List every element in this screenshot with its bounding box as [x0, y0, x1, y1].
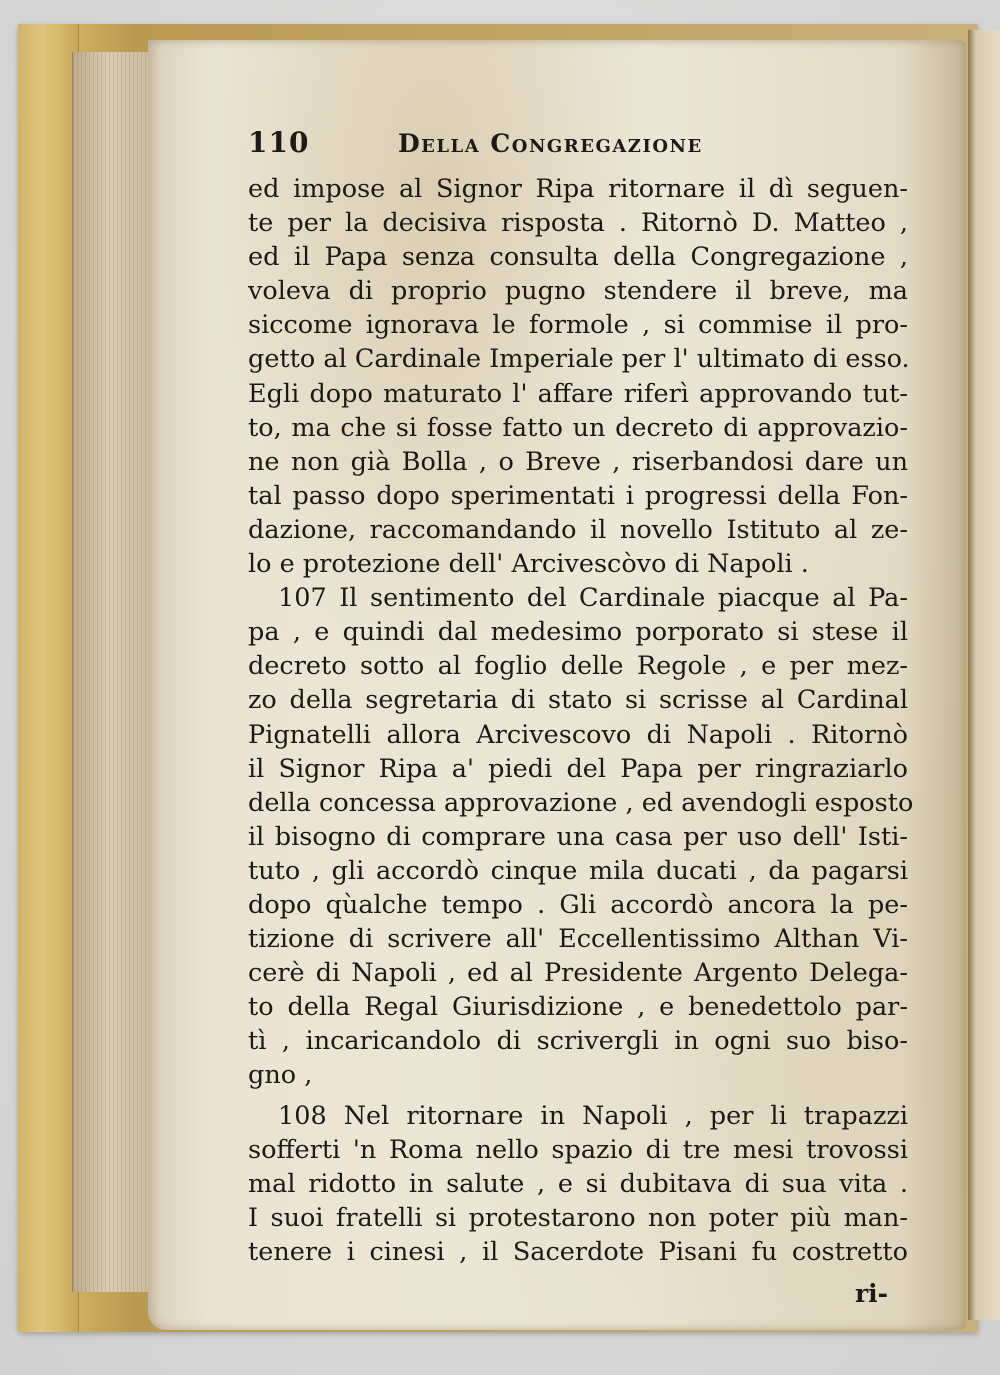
text-line: il bisogno di comprare una casa per uso dell' Isti- — [248, 821, 908, 852]
text-line: I suoi fratelli si protestarono non poter più man- — [248, 1202, 908, 1233]
text-line: ne non già Bolla , o Breve , riserbandosi dare un — [248, 446, 908, 477]
book-page — [148, 40, 966, 1330]
text-line: dazione, raccomandando il novello Istituto al ze- — [248, 514, 908, 545]
text-line: tenere i cinesi , il Sacerdote Pisani fu costretto — [248, 1236, 908, 1267]
text-line: mal ridotto in salute , e si dubitava di sua vita . — [248, 1168, 908, 1199]
facing-page-edge — [968, 30, 1000, 1320]
text-line: siccome ignorava le formole , si commise il pro- — [248, 310, 908, 341]
text-line: voleva di proprio pugno stendere il breve, ma — [248, 276, 908, 307]
text-line: getto al Cardinale Imperiale per l' ultimato di esso. — [248, 344, 910, 375]
page-text-block — [248, 126, 914, 1311]
text-line: il Signor Ripa a' piedi del Papa per ringraziarlo — [248, 753, 908, 784]
text-line: gno , — [248, 1060, 313, 1091]
text-line: lo e protezione dell' Arcivescòvo di Napoli . — [248, 549, 809, 580]
catchword: ri- — [854, 1279, 888, 1308]
text-line: tì , incaricandolo di scrivergli in ogni suo biso- — [248, 1026, 908, 1057]
text-line: cerè di Napoli , ed al Presidente Argento Delega- — [248, 958, 908, 989]
text-line: te per la decisiva risposta . Ritornò D. Matteo , — [248, 208, 908, 239]
text-line: dopo qùalche tempo . Gli accordò ancora la pe- — [248, 889, 908, 920]
text-line: decreto sotto al foglio delle Regole , e per mez- — [248, 651, 908, 682]
text-line: ed impose al Signor Ripa ritornare il dì seguen- — [248, 174, 908, 204]
text-line: 107 Il sentimento del Cardinale piacque al Pa- — [278, 583, 908, 614]
text-line: della concessa approvazione , ed avendogli esposto — [248, 787, 914, 818]
paragraph-1 — [248, 172, 908, 581]
text-line: Egli dopo maturato l' affare riferì approvando tut- — [248, 378, 908, 409]
text-line: tuto , gli accordò cinque mila ducati , da pagarsi — [248, 855, 908, 886]
page-block-edges — [72, 52, 151, 1292]
running-head — [248, 126, 908, 172]
text-line: Pignatelli allora Arcivescovo di Napoli . Ritornò — [248, 719, 908, 750]
text-line: 108 Nel ritornare in Napoli , per li trapazzi — [278, 1100, 908, 1131]
text-line: to della Regal Giurisdizione , e benedettolo par- — [248, 992, 908, 1023]
text-line: ed il Papa senza consulta della Congregazione , — [248, 242, 908, 273]
paragraph-107 — [248, 581, 914, 1092]
text-line: tal passo dopo sperimentati i progressi della Fon- — [248, 480, 908, 511]
running-title: Della Congregazione — [398, 129, 703, 158]
text-line: pa , e quindi dal medesimo porporato si stese il — [248, 617, 908, 648]
text-line: zo della segretaria di stato si scrisse al Cardinal — [248, 685, 908, 716]
cover-turn-in — [18, 24, 79, 1332]
page-number: 110 — [248, 126, 310, 159]
text-line: to, ma che si fosse fatto un decreto di approvazio- — [248, 412, 908, 443]
text-line: sofferti 'n Roma nello spazio di tre mesi trovossi — [248, 1134, 908, 1165]
paragraph-108 — [248, 1099, 908, 1269]
text-line: tizione di scrivere all' Eccellentissimo Althan Vi- — [248, 924, 908, 955]
